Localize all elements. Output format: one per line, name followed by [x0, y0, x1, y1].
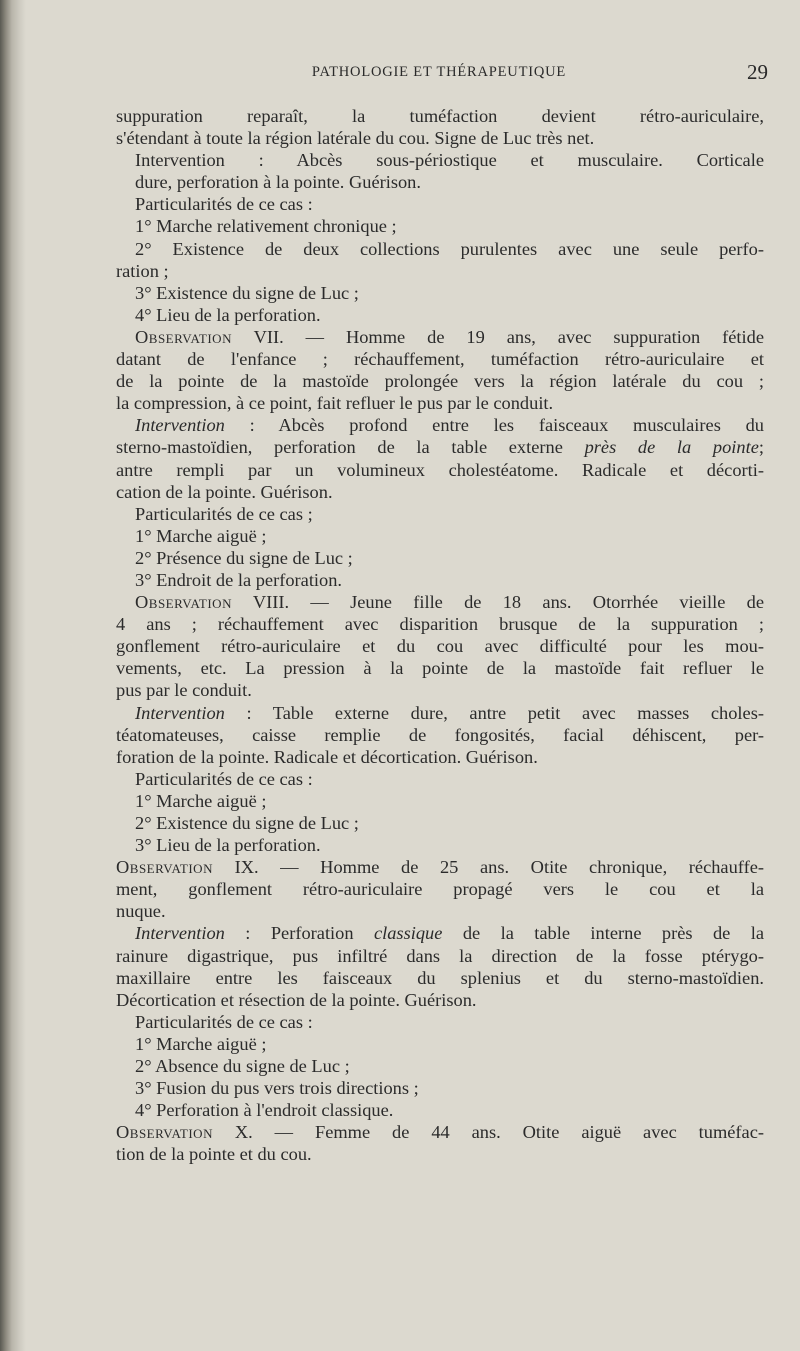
intervention-label: Intervention [135, 415, 225, 436]
text-line: téatomateuses, caisse remplie de fongosités, facial déhiscent, per- [116, 724, 764, 745]
text-line: rainure digastrique, pus infiltré dans la direction de la fosse ptérygo- [116, 945, 764, 966]
text-line: 1° Marche aiguë ; [135, 525, 267, 546]
text-line: s'étendant à toute la région latérale du cou. Signe de Luc très net. [116, 128, 595, 149]
text-line: foration de la pointe. Radicale et décortication. Guérison. [116, 746, 538, 767]
body-text [116, 105, 764, 1166]
text-line: Particularités de ce cas : [135, 1011, 313, 1032]
text-line: 2° Existence de deux collections purulentes avec une seule perfo- [135, 238, 764, 259]
observation-heading-line [116, 591, 764, 613]
text-line: cation de la pointe. Guérison. [116, 481, 333, 502]
text-line: 3° Lieu de la perforation. [135, 835, 321, 856]
text-line: 4 ans ; réchauffement avec disparition brusque de la suppuration ; [116, 614, 764, 635]
text-fragment: VIII. — Jeune fille de 18 ans. Otorrhée vieille de [252, 592, 764, 613]
intervention-label: Intervention [135, 923, 225, 944]
text-line: 3° Endroit de la perforation. [135, 569, 343, 590]
text-fragment: : Table externe dure, antre petit avec masses choles- [224, 702, 764, 723]
text-line: vements, etc. La pression à la pointe de la mastoïde fait refluer le [116, 658, 764, 679]
text-line: antre rempli par un volumineux cholestéatome. Radicale et décorti- [116, 459, 764, 480]
text-line: 4° Lieu de la perforation. [135, 304, 321, 325]
text-fragment: de la table interne près de la [442, 923, 764, 944]
text-line: 2° Absence du signe de Luc ; [135, 1056, 350, 1077]
observation-label: Observation [135, 326, 232, 347]
text-line [116, 436, 764, 458]
page-number: 29 [747, 60, 768, 84]
text-line: dure, perforation à la pointe. Guérison. [135, 172, 421, 193]
text-line: 2° Présence du signe de Luc ; [135, 547, 353, 568]
text-line: tion de la pointe et du cou. [116, 1144, 312, 1165]
text-line: suppuration reparaît, la tuméfaction devient rétro-auriculaire, [116, 106, 764, 126]
text-line: Décortication et résection de la pointe. Guérison. [116, 989, 477, 1010]
italic-word: classique [373, 923, 443, 944]
text-line: Particularités de ce cas : [135, 768, 313, 789]
observation-label: Observation [135, 592, 232, 613]
text-fragment: : Abcès profond entre les faisceaux musculaires du [224, 415, 764, 436]
text-fragment: ; [758, 437, 764, 458]
text-line: pus par le conduit. [116, 680, 252, 701]
text-line: ment, gonflement rétro-auriculaire propagé vers le cou et la [116, 879, 764, 900]
text-line: 2° Existence du signe de Luc ; [135, 813, 359, 833]
text-line: la compression, à ce point, fait refluer le pus par le conduit. [116, 393, 554, 414]
text-line: Particularités de ce cas : [135, 194, 313, 215]
text-line: 3° Fusion du pus vers trois directions ; [135, 1078, 419, 1099]
text-line: Intervention : Abcès sous-périostique et musculaire. Corticale [135, 150, 764, 171]
text-line: datant de l'enfance ; réchauffement, tuméfaction rétro-auriculaire et [116, 349, 764, 370]
text-fragment: : Perforation [224, 923, 374, 944]
observation-heading-line [116, 1121, 764, 1143]
text-fragment: IX. — Homme de 25 ans. Otite chronique, réchauffe- [234, 857, 764, 878]
observation-heading-line [116, 326, 764, 348]
observation-label: Observation [116, 1122, 213, 1143]
text-fragment: X. — Femme de 44 ans. Otite aiguë avec tuméfac- [234, 1122, 764, 1143]
intervention-label: Intervention [135, 702, 225, 723]
italic-phrase: près de la pointe [584, 437, 759, 458]
intervention-line [116, 414, 764, 436]
intervention-line [116, 922, 764, 944]
text-line: 1° Marche aiguë ; [135, 790, 267, 811]
observation-label: Observation [116, 857, 213, 878]
text-line: nuque. [116, 901, 166, 922]
text-line: 3° Existence du signe de Luc ; [135, 282, 359, 303]
text-line: gonflement rétro-auriculaire et du cou avec difficulté pour les mou- [116, 636, 764, 657]
text-line: 4° Perforation à l'endroit classique. [135, 1100, 394, 1121]
page-header [110, 62, 768, 86]
observation-heading-line [116, 856, 764, 878]
text-line: maxillaire entre les faisceaux du splenius et du sterno-mastoïdien. [116, 967, 764, 988]
text-fragment: sterno-mastoïdien, perforation de la table externe [116, 437, 585, 458]
text-line: 1° Marche aiguë ; [135, 1033, 267, 1054]
text-line: Particularités de ce cas ; [135, 503, 313, 524]
text-line: de la pointe de la mastoïde prolongée vers la région latérale du cou ; [116, 371, 764, 392]
running-title: PATHOLOGIE ET THÉRAPEUTIQUE [311, 64, 567, 80]
text-fragment: VII. — Homme de 19 ans, avec suppuration fétide [253, 326, 765, 347]
text-line: ration ; [116, 260, 169, 281]
text-line: 1° Marche relativement chronique ; [135, 216, 397, 237]
intervention-line [116, 702, 764, 724]
